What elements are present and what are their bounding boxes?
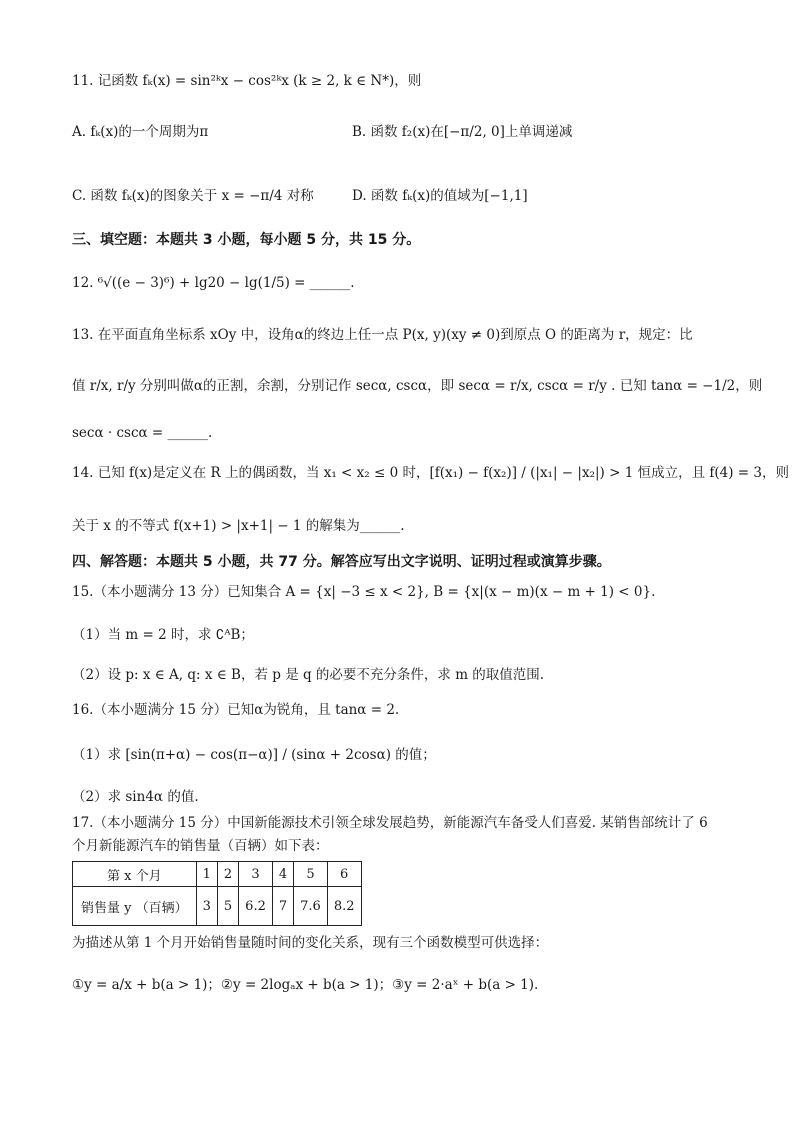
q14-line1: 14. 已知 f(x)是定义在 R 上的偶函数，当 x₁ < x₂ ≤ 0 时，[f(x₁) − f(x₂)] / (|x₁| − |x₂|) > 1 恒成立，且 f(4) = 3，则 <box>72 465 789 481</box>
table-cell: 6.2 <box>239 887 273 926</box>
q11-stem: 11. 记函数 fₖ(x) = sin²ᵏx − cos²ᵏx (k ≥ 2, k ∈ N*)，则 <box>72 73 422 89</box>
q16-stem: 16.（本小题满分 15 分）已知α为锐角，且 tanα = 2. <box>72 702 400 718</box>
table-header-month: 第 x 个月 <box>73 862 197 887</box>
q11-option-b: B. 函数 f₂(x)在[−π/2, 0]上单调递减 <box>352 124 573 140</box>
table-cell: 3 <box>239 862 273 887</box>
q17-line2: 个月新能源汽车的销售量（百辆）如下表： <box>72 838 329 854</box>
q15-stem: 15.（本小题满分 13 分）已知集合 A = {x| −3 ≤ x < 2}, B = {x|(x − m)(x − m + 1) < 0}. <box>72 584 656 600</box>
table-cell: 1 <box>196 862 217 887</box>
table-cell: 5 <box>217 887 238 926</box>
q11-option-c: C. 函数 fₖ(x)的图象关于 x = −π/4 对称 <box>72 188 314 204</box>
q11-option-a: A. fₖ(x)的一个周期为π <box>72 124 209 140</box>
q15-part2: （2）设 p: x ∈ A, q: x ∈ B，若 p 是 q 的必要不充分条件，求 m 的取值范围. <box>72 667 545 683</box>
table-cell: 3 <box>196 887 217 926</box>
table-cell: 7 <box>272 887 293 926</box>
q11-option-d: D. 函数 fₖ(x)的值域为[−1,1] <box>352 188 528 204</box>
q17-line3: 为描述从第 1 个月开始销售量随时间的变化关系，现有三个函数模型可供选择： <box>72 935 549 951</box>
q16-part2: （2）求 sin4α 的值. <box>72 789 199 805</box>
q14-line2: 关于 x 的不等式 f(x+1) > |x+1| − 1 的解集为______. <box>72 518 405 534</box>
table-cell: 7.6 <box>294 887 328 926</box>
q13-line2: 值 r/x, r/y 分别叫做α的正割，余割，分别记作 secα, cscα，即 secα = r/x, cscα = r/y . 已知 tanα = −1/2，则 <box>72 378 763 394</box>
q16-part1: （1）求 [sin(π+α) − cos(π−α)] / (sinα + 2cosα) 的值； <box>72 747 436 763</box>
table-cell: 8.2 <box>327 887 361 926</box>
q15-part1: （1）当 m = 2 时，求 ∁ᴬB； <box>72 627 254 643</box>
q13-line3: secα · cscα = ______. <box>72 425 213 441</box>
table-row <box>73 862 362 887</box>
table-cell: 4 <box>272 862 293 887</box>
table-row <box>73 887 362 926</box>
q12: 12. ⁶√((e − 3)⁶) + lg20 − lg(1/5) = ______. <box>72 275 355 291</box>
table-cell: 2 <box>217 862 238 887</box>
q13-line1: 13. 在平面直角坐标系 xOy 中，设角α的终边上任一点 P(x, y)(xy ≠ 0)到原点 O 的距离为 r，规定：比 <box>72 327 693 343</box>
table-header-sales: 销售量 y （百辆） <box>73 887 197 926</box>
table-cell: 6 <box>327 862 361 887</box>
section-4-heading: 四、解答题：本题共 5 小题，共 77 分。解答应写出文字说明、证明过程或演算步骤。 <box>72 554 611 570</box>
q17-line1: 17.（本小题满分 15 分）中国新能源技术引领全球发展趋势，新能源汽车备受人们喜爱. 某销售部统计了 6 <box>72 815 708 831</box>
sales-table <box>72 861 362 926</box>
q17-models: ①y = a/x + b(a > 1)；②y = 2logₐx + b(a > 1)；③y = 2·aˣ + b(a > 1). <box>72 977 539 993</box>
section-3-heading: 三、填空题：本题共 3 小题，每小题 5 分，共 15 分。 <box>72 232 421 248</box>
table-cell: 5 <box>294 862 328 887</box>
